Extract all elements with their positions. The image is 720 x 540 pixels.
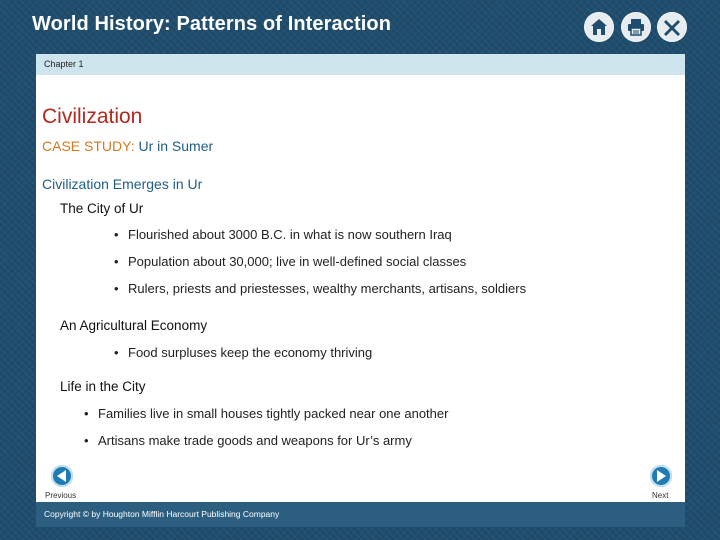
arrow-left-icon [51, 465, 73, 487]
close-icon [662, 17, 682, 37]
subsection-heading: The City of Ur [60, 201, 144, 216]
chapter-bar [36, 54, 685, 75]
case-study-label: CASE STUDY: [42, 138, 135, 154]
list-item: • Flourished about 3000 B.C. in what is now southern Iraq [114, 227, 452, 242]
app-title: World History: Patterns of Interaction [32, 13, 392, 35]
page-title: Civilization [42, 105, 143, 128]
list-item: • Rulers, priests and priestesses, wealthy merchants, artisans, soldiers [114, 281, 526, 296]
list-item: • Food surpluses keep the economy thriving [114, 345, 372, 360]
case-study-text: Ur in Sumer [138, 138, 214, 154]
printer-icon [626, 17, 646, 37]
next-label[interactable]: Next [652, 491, 669, 500]
previous-button[interactable] [51, 465, 73, 487]
copyright-text: Copyright © by Houghton Mifflin Harcourt Publishing Company [44, 509, 280, 519]
close-button[interactable] [657, 12, 687, 42]
footer [36, 502, 685, 527]
list-item: • Population about 30,000; live in well-defined social classes [114, 254, 466, 269]
subsection-heading: An Agricultural Economy [60, 318, 208, 333]
case-study [42, 138, 213, 154]
list-item: • Artisans make trade goods and weapons for Ur’s army [84, 433, 412, 448]
slide-content [36, 75, 685, 502]
home-icon [589, 17, 609, 37]
next-button[interactable] [650, 465, 672, 487]
arrow-right-icon [650, 465, 672, 487]
print-button[interactable] [621, 12, 651, 42]
subsection-heading: Life in the City [60, 379, 146, 394]
home-button[interactable] [584, 12, 614, 42]
section-heading: Civilization Emerges in Ur [42, 176, 203, 192]
list-item: • Families live in small houses tightly packed near one another [84, 406, 448, 421]
chapter-label: Chapter 1 [44, 59, 84, 69]
previous-label[interactable]: Previous [45, 491, 77, 500]
